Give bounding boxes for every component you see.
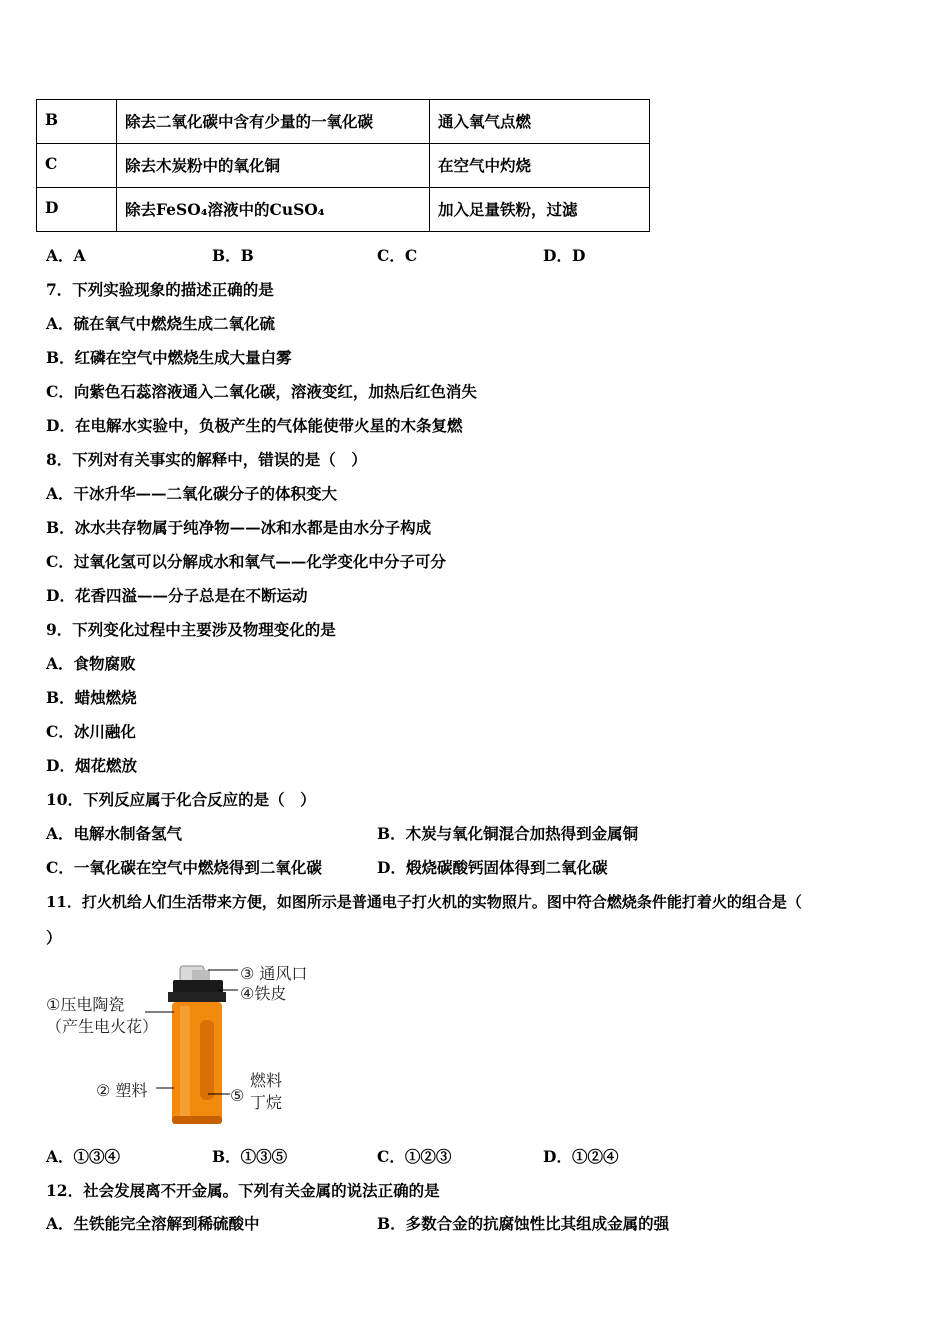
lighter-icon bbox=[40, 960, 340, 1130]
q9-option-a: A．食物腐败 bbox=[46, 654, 136, 673]
row-key: C bbox=[37, 144, 117, 188]
row-item: 除去木炭粉中的氧化铜 bbox=[117, 144, 430, 188]
q6-option-c: C．C bbox=[377, 246, 418, 265]
q6-option-d: D．D bbox=[543, 246, 586, 265]
q9-option-b: B．蜡烛燃烧 bbox=[46, 688, 137, 707]
label-piezo-note: （产生电火花） bbox=[46, 1017, 159, 1036]
row-key: B bbox=[37, 100, 117, 144]
row-method: 通入氧气点燃 bbox=[430, 100, 650, 144]
label-plastic: ② 塑料 bbox=[96, 1081, 148, 1100]
q10-option-d: D．煅烧碳酸钙固体得到二氧化碳 bbox=[377, 858, 608, 877]
q11-option-d: D．①②④ bbox=[543, 1147, 619, 1166]
label-iron-sheet: ④铁皮 bbox=[240, 984, 287, 1003]
label-piezo: ①压电陶瓷 bbox=[46, 995, 125, 1014]
options-table bbox=[36, 99, 650, 232]
q12-option-b: B．多数合金的抗腐蚀性比其组成金属的强 bbox=[377, 1214, 670, 1233]
row-method: 在空气中灼烧 bbox=[430, 144, 650, 188]
q9-option-d: D．烟花燃放 bbox=[46, 756, 137, 775]
q11-option-a: A．①③④ bbox=[46, 1147, 121, 1166]
row-item: 除去FeSO₄溶液中的CuSO₄ bbox=[117, 188, 430, 232]
q9-stem: 9．下列变化过程中主要涉及物理变化的是 bbox=[46, 620, 336, 639]
q7-stem: 7．下列实验现象的描述正确的是 bbox=[46, 280, 274, 299]
table-row bbox=[37, 144, 650, 188]
label-fuel-num: ⑤ bbox=[230, 1086, 245, 1105]
q11-stem-line2: ） bbox=[46, 928, 62, 947]
q7-option-b: B．红磷在空气中燃烧生成大量白雾 bbox=[46, 348, 292, 367]
q11-option-c: C．①②③ bbox=[377, 1147, 452, 1166]
row-key: D bbox=[37, 188, 117, 232]
q8-stem: 8．下列对有关事实的解释中，错误的是（ ） bbox=[46, 450, 367, 469]
label-fuel: 燃料 bbox=[250, 1071, 283, 1090]
row-method: 加入足量铁粉，过滤 bbox=[430, 188, 650, 232]
q8-option-b: B．冰水共存物属于纯净物——冰和水都是由水分子构成 bbox=[46, 518, 432, 537]
q12-stem: 12．社会发展离不开金属。下列有关金属的说法正确的是 bbox=[46, 1181, 440, 1200]
q11-stem-line1: 11．打火机给人们生活带来方便，如图所示是普通电子打火机的实物照片。图中符合燃烧条件能打着火的组合是（ bbox=[46, 893, 802, 911]
q10-stem: 10．下列反应属于化合反应的是（ ） bbox=[46, 790, 316, 809]
q12-option-a: A．生铁能完全溶解到稀硫酸中 bbox=[46, 1214, 260, 1233]
q8-option-a: A．干冰升华——二氧化碳分子的体积变大 bbox=[46, 484, 338, 503]
q10-option-c: C．一氧化碳在空气中燃烧得到二氧化碳 bbox=[46, 858, 322, 877]
q7-option-d: D．在电解水实验中，负极产生的气体能使带火星的木条复燃 bbox=[46, 416, 463, 435]
q6-option-b: B．B bbox=[212, 246, 254, 265]
lighter-figure bbox=[40, 960, 340, 1130]
table-row bbox=[37, 188, 650, 232]
q7-option-a: A．硫在氧气中燃烧生成二氧化硫 bbox=[46, 314, 276, 333]
q6-option-a: A．A bbox=[46, 246, 86, 265]
table-row bbox=[37, 100, 650, 144]
q7-option-c: C．向紫色石蕊溶液通入二氧化碳，溶液变红，加热后红色消失 bbox=[46, 382, 477, 401]
row-item: 除去二氧化碳中含有少量的一氧化碳 bbox=[117, 100, 430, 144]
q10-option-a: A．电解水制备氢气 bbox=[46, 824, 183, 843]
q8-option-d: D．花香四溢——分子总是在不断运动 bbox=[46, 586, 308, 605]
label-butane: 丁烷 bbox=[250, 1093, 283, 1112]
q9-option-c: C．冰川融化 bbox=[46, 722, 136, 741]
q8-option-c: C．过氧化氢可以分解成水和氧气——化学变化中分子可分 bbox=[46, 552, 446, 571]
q10-option-b: B．木炭与氧化铜混合加热得到金属铜 bbox=[377, 824, 639, 843]
label-vent: ③ 通风口 bbox=[240, 964, 308, 983]
q11-option-b: B．①③⑤ bbox=[212, 1147, 288, 1166]
